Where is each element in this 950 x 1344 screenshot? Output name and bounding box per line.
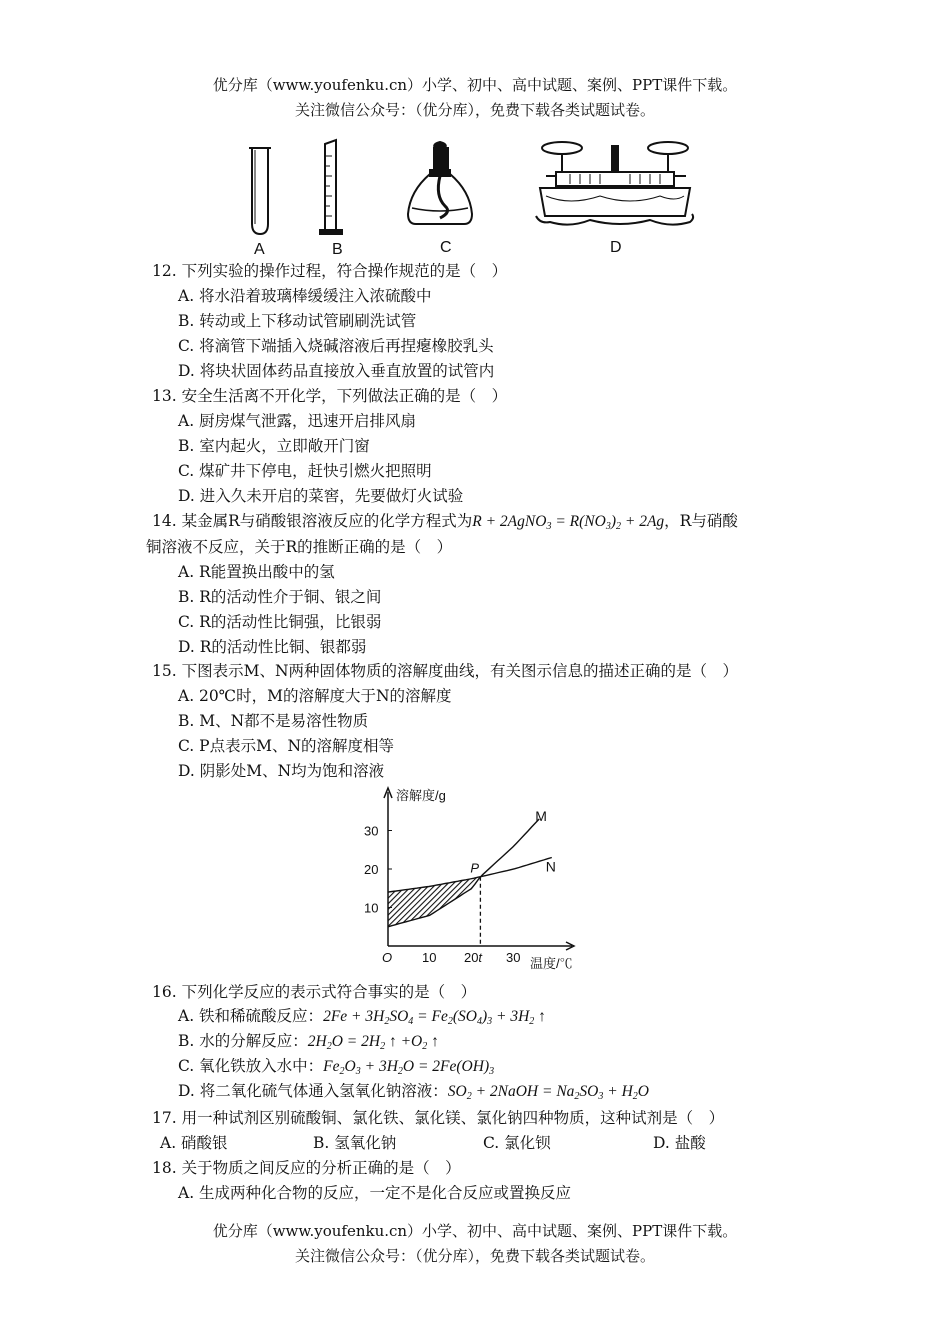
apparatus-label-c: C [440, 239, 452, 256]
q12-option-a: A. 将水沿着玻璃棒缓缓注入浓硫酸中 [178, 287, 432, 305]
y-tick-label-20: 20 [364, 862, 379, 877]
x-tick-label-t: t [478, 950, 483, 965]
q16-option-b-equation: $2H_2O = 2H_2$ ↑ $+O_2$ ↑ [307, 1033, 439, 1052]
q13-stem: 13. 安全生活离不开化学，下列做法正确的是（ ） [152, 387, 508, 405]
series-n-label: N [545, 858, 556, 875]
q17-option-b: B. 氢氧化钠 [313, 1134, 397, 1152]
y-axis-title: 溶解度/g [396, 788, 446, 803]
q14-stem-line2: 铜溶液不反应，关于R的推断正确的是（ ） [146, 538, 453, 556]
q15-option-a: A. 20℃时，M的溶解度大于N的溶解度 [178, 687, 452, 705]
q12-option-c: C. 将滴管下端插入烧碱溶液后再捏瘪橡胶乳头 [178, 337, 494, 355]
y-tick-label-10: 10 [364, 900, 379, 916]
test-tube-icon [249, 148, 271, 234]
x-tick-label-10: 10 [422, 950, 437, 965]
header-line-2: 关注微信公众号：（优分库），免费下载各类试题试卷。 [294, 101, 655, 119]
q16-stem: 16. 下列化学反应的表示式符合事实的是（ ） [152, 983, 477, 1001]
x-tick-label-O: O [382, 950, 393, 965]
q16-option-c-label: C. 氧化铁放入水中： [178, 1057, 324, 1075]
graduated-cylinder-icon [320, 140, 342, 234]
q16-option-c-equation: $Fe_2O_3 + 3H_2O = 2Fe(OH)_3$ [323, 1058, 495, 1077]
y-tick-label-30: 30 [364, 823, 379, 839]
balance-scale-icon [536, 142, 693, 225]
q16-option-d-label: D. 将二氧化硫气体通入氢氧化钠溶液： [178, 1082, 448, 1100]
q17-option-a: A. 硝酸银 [160, 1134, 228, 1152]
q12-option-d: D. 将块状固体药品直接放入垂直放置的试管内 [178, 362, 495, 380]
q18-stem: 18. 关于物质之间反应的分析正确的是（ ） [152, 1159, 461, 1177]
x-tick-label-30: 30 [506, 950, 521, 965]
q14-stem-post: ，R与硝酸 [664, 512, 738, 530]
x-axis-title: 温度/℃ [530, 956, 573, 971]
q16-option-d-equation: $SO_2$ + 2NaOH = $Na_2SO_3 + H_2O$ [447, 1083, 649, 1102]
q14-option-b: B. R的活动性介于铜、银之间 [178, 588, 382, 606]
solubility-chart [360, 784, 600, 974]
footer-line-1: 优分库（www.youfenku.cn）小学、初中、高中试题、案例、PPT课件下载。 [212, 1222, 738, 1240]
q16-option-a-label: A. 铁和稀硫酸反应： [178, 1007, 324, 1025]
footer-line-2: 关注微信公众号：（优分库），免费下载各类试题试卷。 [294, 1247, 655, 1265]
q12-option-b: B. 转动或上下移动试管刷刷洗试管 [178, 312, 417, 330]
apparatus-label-a: A [254, 241, 265, 258]
q17-option-d: D. 盐酸 [653, 1134, 706, 1152]
q17-stem: 17. 用一种试剂区别硫酸铜、氯化铁、氯化镁、氯化钠四种物质，这种试剂是（ ） [152, 1109, 725, 1127]
series-m-label: M [535, 807, 547, 824]
q16-option-a-equation: $2Fe + 3H_2SO_4 = Fe_2(SO_4)_3 + 3H_2$ ↑ [323, 1008, 546, 1027]
q15-option-c: C. P点表示M、N的溶解度相等 [178, 737, 395, 755]
q14-option-d: D. R的活动性比铜、银都弱 [178, 638, 367, 656]
q13-option-b: B. 室内起火，立即敞开门窗 [178, 437, 370, 455]
q14-equation: R + 2AgNO$_3$ = $R(NO_3)_2 + 2Ag$ [472, 513, 665, 532]
q15-stem: 15. 下图表示M、N两种固体物质的溶解度曲线，有关图示信息的描述正确的是（ ） [152, 662, 739, 680]
apparatus-figure [240, 136, 700, 260]
alcohol-lamp-icon [408, 142, 472, 224]
q18-option-a: A. 生成两种化合物的反应，一定不是化合反应或置换反应 [178, 1184, 572, 1202]
q17-option-c: C. 氯化钡 [483, 1134, 551, 1152]
shaded-region [388, 877, 480, 927]
point-p-label: P [470, 860, 480, 876]
q16-option-d [178, 1079, 649, 1109]
header-line-1: 优分库（www.youfenku.cn）小学、初中、高中试题、案例、PPT课件下载。 [212, 76, 738, 94]
q15-option-b: B. M、N都不是易溶性物质 [178, 712, 369, 730]
q14-stem-pre: 14. 某金属R与硝酸银溶液反应的化学方程式为 [152, 512, 473, 530]
x-tick-label-20: 20 [464, 950, 479, 965]
q15-option-d: D. 阴影处M、N均为饱和溶液 [178, 762, 385, 780]
q13-option-d: D. 进入久未开启的菜窖，先要做灯火试验 [178, 487, 464, 505]
q16-option-b-label: B. 水的分解反应： [178, 1032, 308, 1050]
q14-option-a: A. R能置换出酸中的氢 [178, 563, 335, 581]
q14-option-c: C. R的活动性比铜强，比银弱 [178, 613, 382, 631]
apparatus-label-d: D [610, 239, 622, 256]
apparatus-label-b: B [332, 241, 343, 258]
q13-option-c: C. 煤矿井下停电，赶快引燃火把照明 [178, 462, 432, 480]
q12-stem: 12. 下列实验的操作过程，符合操作规范的是（ ） [152, 262, 508, 280]
q13-option-a: A. 厨房煤气泄露，迅速开启排风扇 [178, 412, 417, 430]
